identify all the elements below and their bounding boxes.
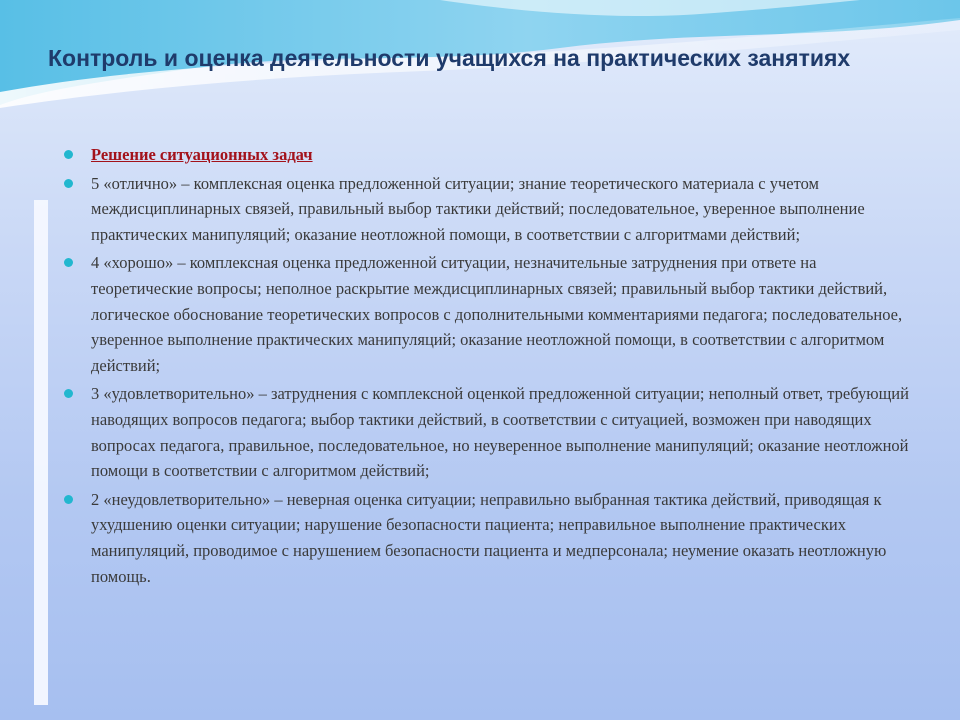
list-item-grade-2: [62, 487, 922, 589]
bullet-icon: [64, 179, 73, 188]
side-accent-bar: [34, 200, 48, 705]
list-item-grade-3: [62, 381, 922, 483]
list-item-grade-4: [62, 250, 922, 378]
criteria-list: [62, 142, 922, 592]
list-item-text: 4 «хорошо» – комплексная оценка предложенной ситуации, незначительные затруднения при ответе на теоретические вопросы; неполное раскрытие междисциплинарных связей; правильный выбор тактики действий, логическое обоснование теоретических вопросов с дополнительными комментариями педагога; последовательное, уверенное выполнение практических манипуляций; оказание неотложной помощи, в соответствии с алгоритмом действий;: [91, 253, 903, 375]
list-item-text: 5 «отлично» – комплексная оценка предложенной ситуации; знание теоретического материала с учетом междисциплинарных связей, правильный выбор тактики действий; последовательное, уверенное выполнение практических манипуляций; оказание неотложной помощи, в соответствии с алгоритмами действий;: [91, 173, 865, 244]
slide-title: Контроль и оценка деятельности учащихся на практических занятиях: [48, 45, 851, 71]
list-item-heading: [62, 142, 922, 168]
list-item-text: 3 «удовлетворительно» – затруднения с комплексной оценкой предложенной ситуации; неполный ответ, требующий наводящих вопросов педагога; выбор тактики действий, в соответствии с ситуацией, возможен при наводящих вопросах педагога, правильное, последовательное, но неуверенное выполнение манипуляций; оказание неотложной помощи в соответствии с алгоритмом действий;: [91, 384, 909, 481]
bullet-icon: [64, 150, 73, 159]
list-item-grade-5: [62, 171, 922, 248]
bullet-icon: [64, 389, 73, 398]
list-item-text: Решение ситуационных задач: [91, 145, 313, 164]
list-item-text: 2 «неудовлетворительно» – неверная оценка ситуации; неправильно выбранная тактика действий, приводящая к ухудшению оценки ситуации; нарушение безопасности пациента; неправильное выполнение практических манипуляций, проводимое с нарушением безопасности пациента и медперсонала; неумение оказать неотложную помощь.: [91, 489, 887, 586]
bullet-icon: [64, 258, 73, 267]
bullet-icon: [64, 495, 73, 504]
